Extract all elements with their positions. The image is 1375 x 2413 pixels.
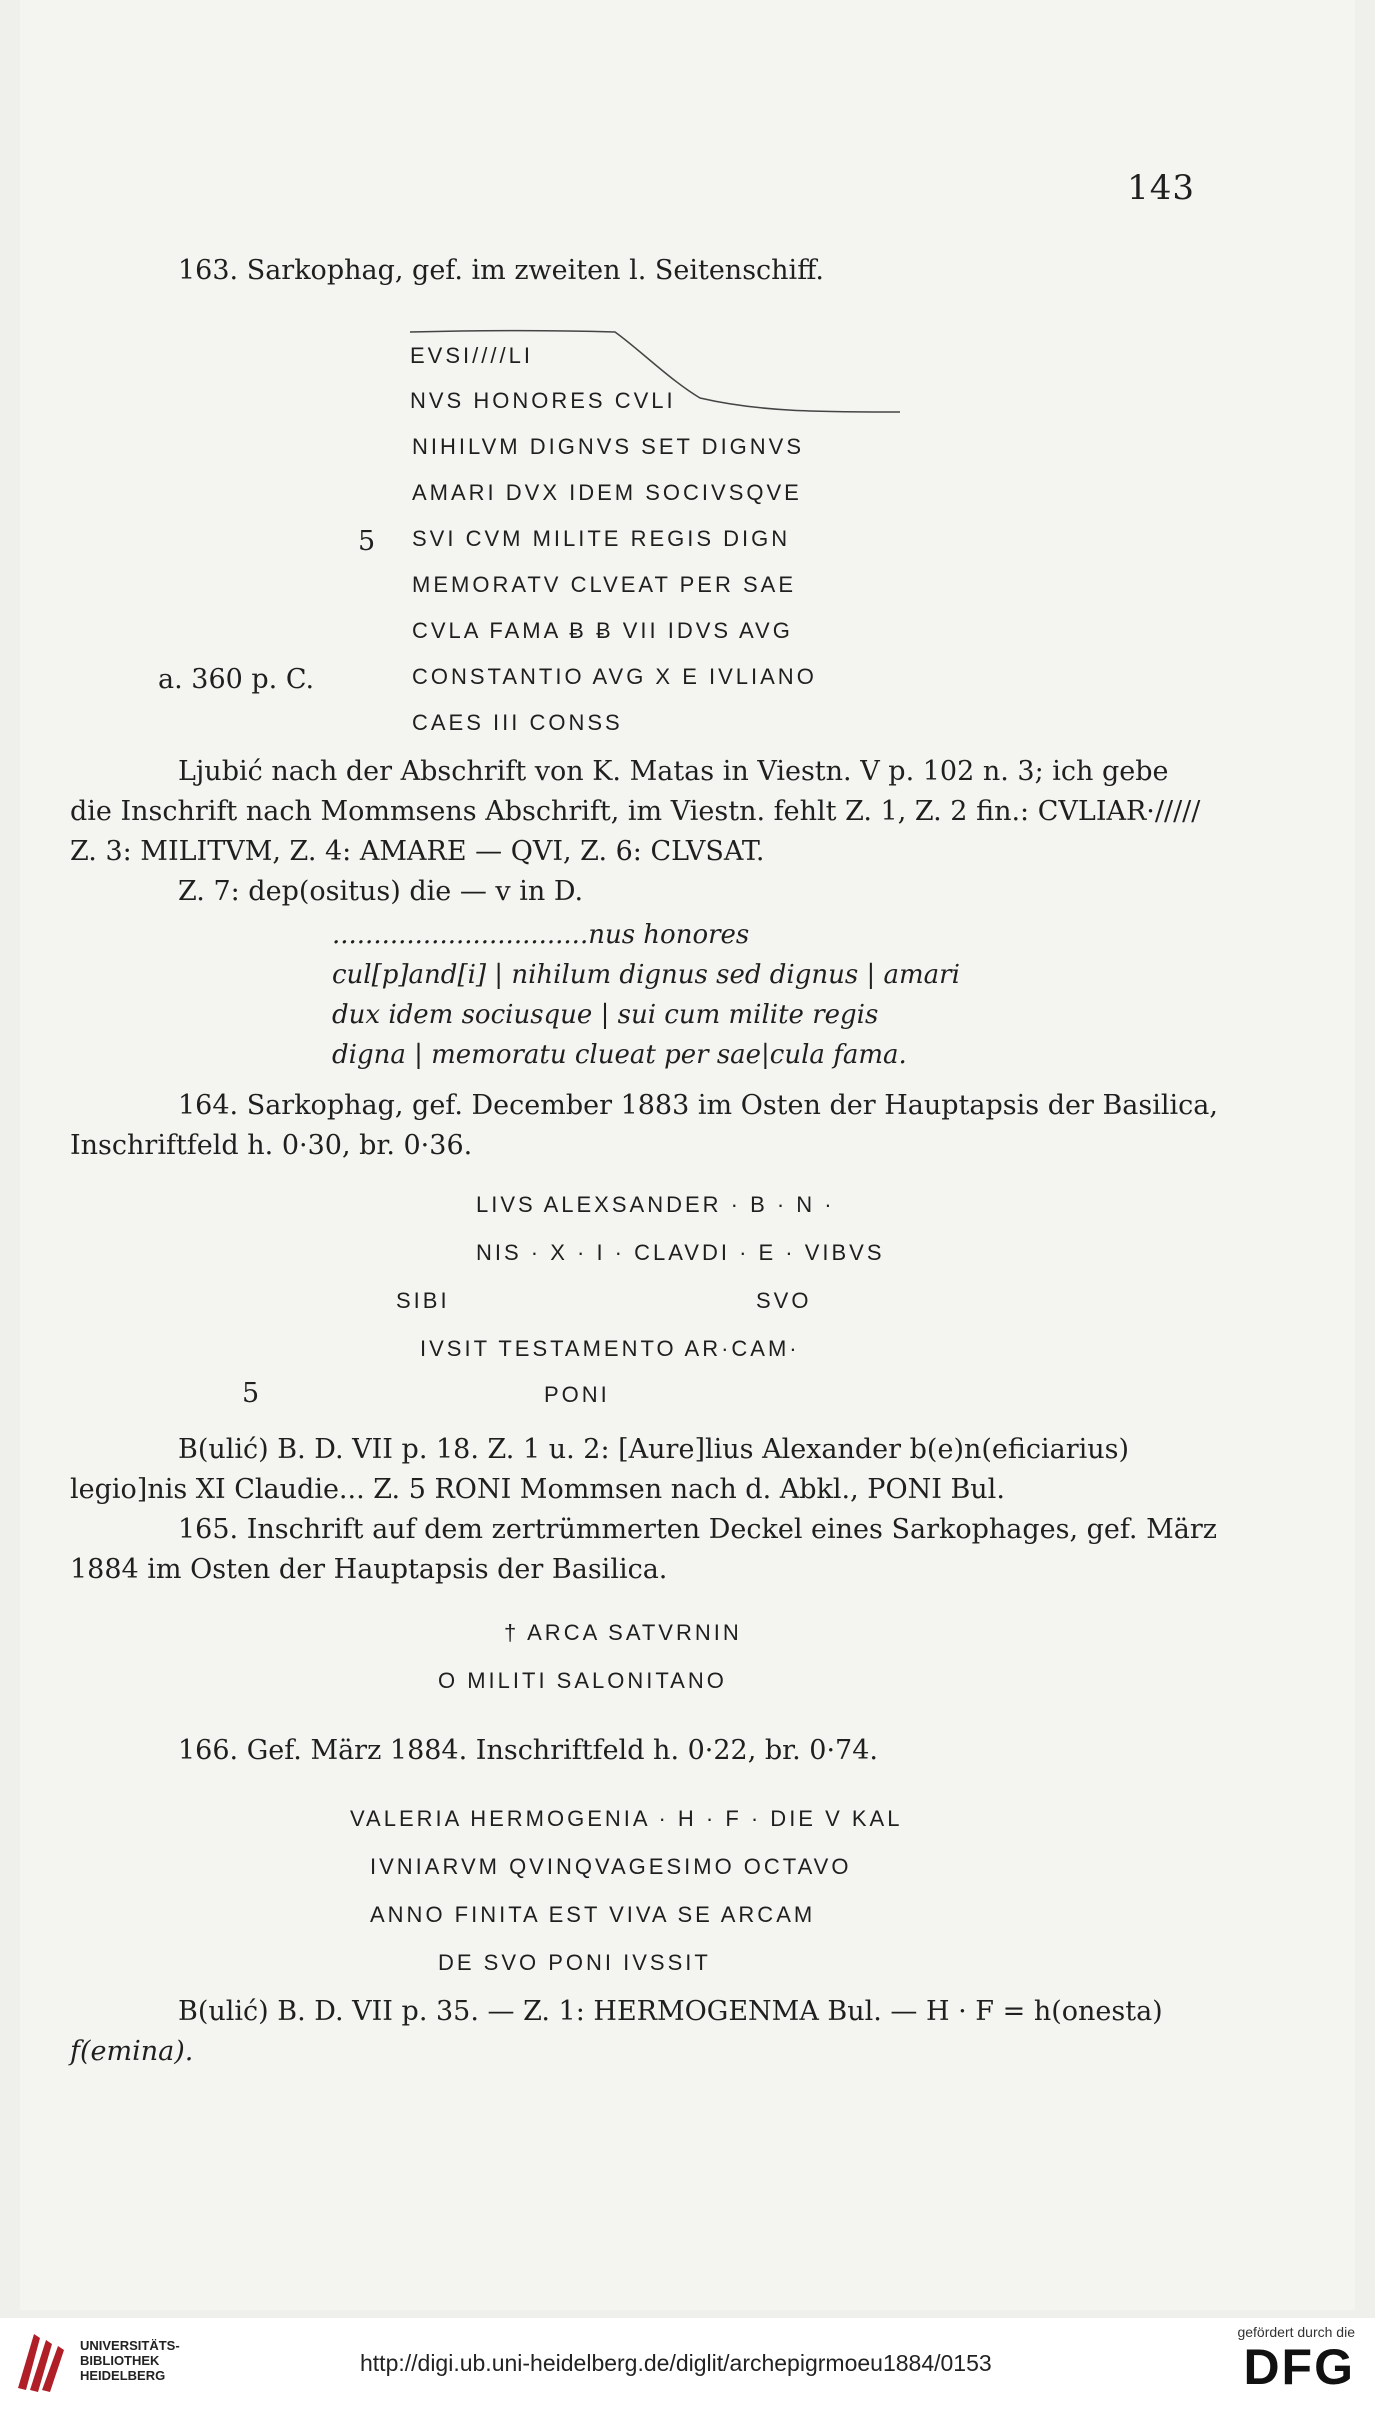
inscription-166-line-4: DE SVO PONI IVSSIT [438,1950,711,1975]
inscription-163-line-3: NIHILVM DIGNVS SET DIGNVS [412,434,805,459]
inscription-163-line-6: MEMORATV CLVEAT PER SAE [412,572,796,597]
heading-166: 166. Gef. März 1884. Inschriftfeld h. 0·22, br. 0·74. [178,1735,878,1766]
library-name-line-2: BIBLIOTHEK [80,2353,160,2368]
source-url-link[interactable]: http://digi.ub.uni-heidelberg.de/diglit/archepigrmoeu1884/0153 [360,2350,992,2376]
inscription-164-line-4: IVSIT TESTAMENTO AR·CAM· [420,1336,800,1361]
inscription-163-line-7: CVLA FAMA Ƀ Ƀ VII IDVS AVG [412,618,793,643]
inscription-163-line-9: CAES III CONSS [412,710,623,735]
inscription-164-line-3b: SVO [756,1288,812,1313]
commentary-166 [70,1992,1240,2072]
heading-164-line-2: Inschriftfeld h. 0·30, br. 0·36. [70,1130,473,1161]
library-name [80,2338,180,2383]
reading-163-line-4: digna | memoratu clueat per sae|cula fama. [332,1040,907,1070]
commentary-163 [70,752,1240,912]
inscription-166-line-2: IVNIARVM QVINQVAGESIMO OCTAVO [370,1854,852,1879]
commentary-163-line-4: Z. 7: dep(ositus) die — v in D. [178,876,584,907]
dfg-logo: DFG [1243,2339,1355,2395]
inscription-164-line-2: NIS · X · I · CLAVDI · E · VIBVS [476,1240,885,1265]
heading-165-line-1: 165. Inschrift auf dem zertrümmerten Deckel eines Sarkophages, gef. März [178,1514,1217,1545]
inscription-163-line-2: NVS HONORES CVLI [410,388,676,413]
date-note: a. 360 p. C. [158,664,315,695]
commentary-164 [70,1430,1240,1510]
inscription-164-line-5: PONI [544,1382,610,1407]
commentary-166-line-2: f(emina). [70,2036,194,2067]
heading-165 [70,1510,1240,1590]
reading-163-line-3: dux idem sociusque | sui cum milite regis [332,1000,879,1030]
inscription-165-line-1: † ARCA SATVRNIN [504,1620,742,1645]
inscription-163-line-1: EVSI////LI [410,343,533,368]
library-name-line-3: HEIDELBERG [80,2368,166,2383]
inscription-166-line-3: ANNO FINITA EST VIVA SE ARCAM [370,1902,816,1927]
reading-163-line-2: cul[p]and[i] | nihilum dignus sed dignus | amari [332,960,960,990]
line-number-5: 5 [358,526,376,557]
commentary-164-line-2: legio]nis XI Claudie... Z. 5 RONI Mommsen nach d. Abkl., PONI Bul. [70,1474,1005,1505]
document-page [20,0,1355,2310]
page-number: 143 [1127,168,1195,208]
reading-163-line-1: ...............................nus honores [332,920,750,950]
commentary-163-line-2: die Inschrift nach Mommsens Abschrift, im Viestn. fehlt Z. 1, Z. 2 fin.: CVLIAR·///// [70,796,1201,827]
commentary-166-line-1: B(ulić) B. D. VII p. 35. — Z. 1: HERMOGENMA Bul. — H · F = h(onesta) [178,1996,1163,2027]
university-logo-icon [12,2326,74,2396]
footer-bar [0,2318,1375,2413]
inscription-163-line-8: CONSTANTIO AVG X E IVLIANO [412,664,817,689]
heading-164 [70,1086,1240,1166]
heading-165-line-2: 1884 im Osten der Hauptapsis der Basilica. [70,1554,668,1585]
commentary-163-line-3: Z. 3: MILITVM, Z. 4: AMARE — QVI, Z. 6: CLVSAT. [70,836,765,867]
inscription-166-line-1: VALERIA HERMOGENIA · H · F · DIE V KAL [350,1806,903,1831]
inscription-164-line-3a: SIBI [396,1288,450,1313]
sponsor [1237,2324,1355,2394]
commentary-163-line-1: Ljubić nach der Abschrift von K. Matas in Viestn. V p. 102 n. 3; ich gebe [178,756,1169,787]
line-number-5: 5 [242,1378,260,1409]
inscription-163-line-5: SVI CVM MILITE REGIS DIGN [412,526,791,551]
library-name-line-1: UNIVERSITÄTS- [80,2338,180,2353]
commentary-164-line-1: B(ulić) B. D. VII p. 18. Z. 1 u. 2: [Aure]lius Alexander b(e)n(eficiarius) [178,1434,1130,1465]
inscription-165-line-2: O MILITI SALONITANO [438,1668,727,1693]
heading-164-line-1: 164. Sarkophag, gef. December 1883 im Osten der Hauptapsis der Basilica, [178,1090,1218,1121]
sponsor-text: gefördert durch die [1237,2324,1355,2340]
inscription-164-line-1: LIVS ALEXSANDER · B · N · [476,1192,835,1217]
heading-163: 163. Sarkophag, gef. im zweiten l. Seitenschiff. [178,255,824,286]
inscription-163-line-4: AMARI DVX IDEM SOCIVSQVE [412,480,802,505]
